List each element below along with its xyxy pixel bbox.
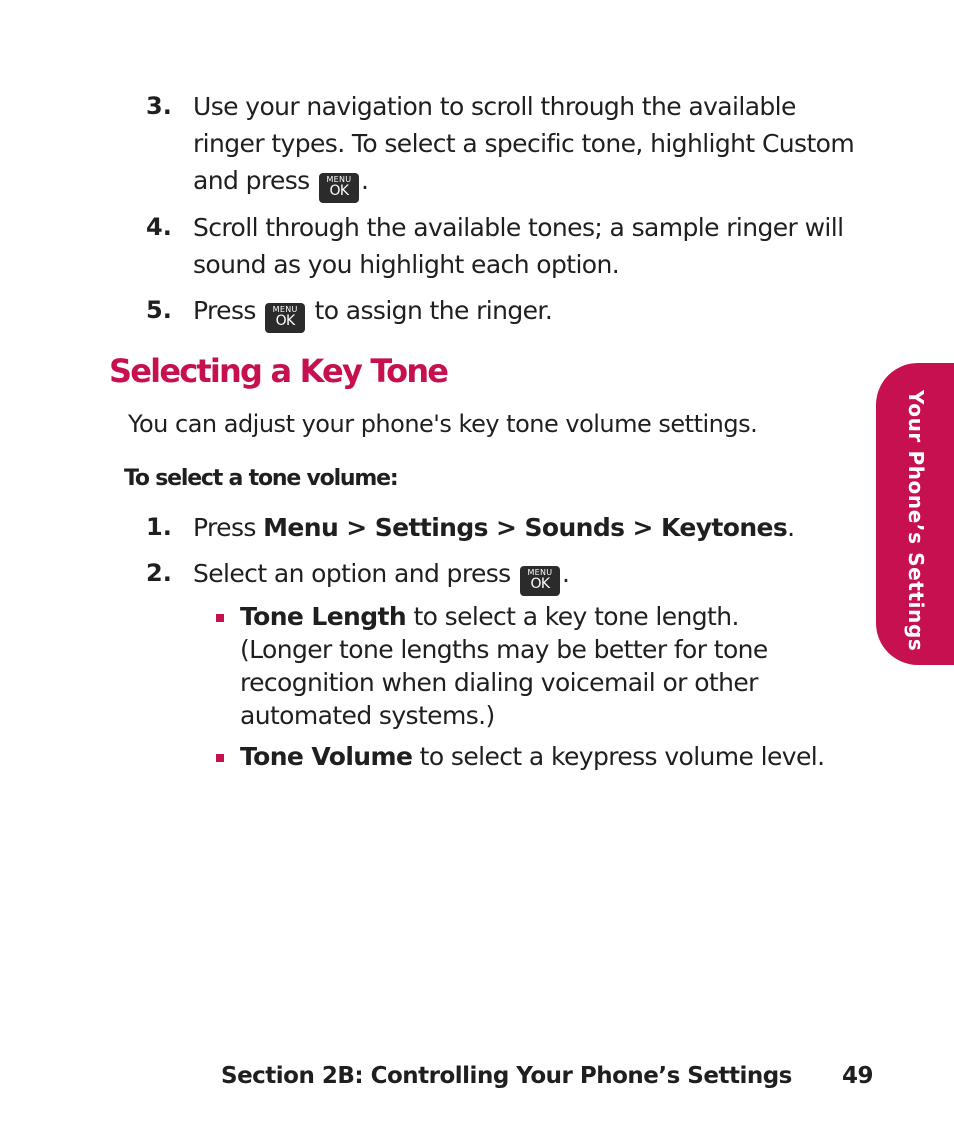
step-number: 2. — [146, 559, 172, 587]
bullet-tone-length: Tone Length to select a key tone length.(Longer tone lengths may be better for tone recognition when dialing voicemail or other automated systems.) — [240, 602, 768, 730]
step-number: 1. — [146, 513, 172, 541]
page-number: 49 — [842, 1063, 874, 1089]
footer-section: Section 2B: Controlling Your Phone’s Settings — [221, 1063, 792, 1089]
step-text: Use your navigation to scroll through the available ringer types. To select a specific tone, highlight Custom and press MENU OK . — [193, 88, 854, 203]
side-tab-label: Your Phone’s Settings — [904, 390, 928, 652]
step-text: Press MENU OK to assign the ringer. — [193, 292, 552, 333]
step-text: Scroll through the available tones; a sample ringer will sound as you highlight each option. — [193, 213, 844, 279]
menu-path: Menu > Settings > Sounds > Keytones — [263, 513, 788, 542]
subheading: To select a tone volume: — [124, 466, 398, 491]
step-number: 3. — [146, 92, 172, 120]
bullet-tone-volume: Tone Volume to select a keypress volume level. — [240, 742, 825, 771]
menu-ok-key-icon: MENU OK — [319, 173, 359, 203]
intro-text: You can adjust your phone's key tone volume settings. — [128, 410, 758, 438]
step-text: Select an option and press MENU OK . — [193, 555, 569, 596]
bullet-square-icon — [216, 754, 224, 762]
step-number: 5. — [146, 296, 172, 324]
menu-ok-key-icon: MENU OK — [520, 566, 560, 596]
step-text: Press Menu > Settings > Sounds > Keytones. — [193, 513, 795, 542]
bullet-square-icon — [216, 614, 224, 622]
step-number: 4. — [146, 213, 172, 241]
section-heading: Selecting a Key Tone — [109, 352, 448, 390]
menu-ok-key-icon: MENU OK — [265, 303, 305, 333]
